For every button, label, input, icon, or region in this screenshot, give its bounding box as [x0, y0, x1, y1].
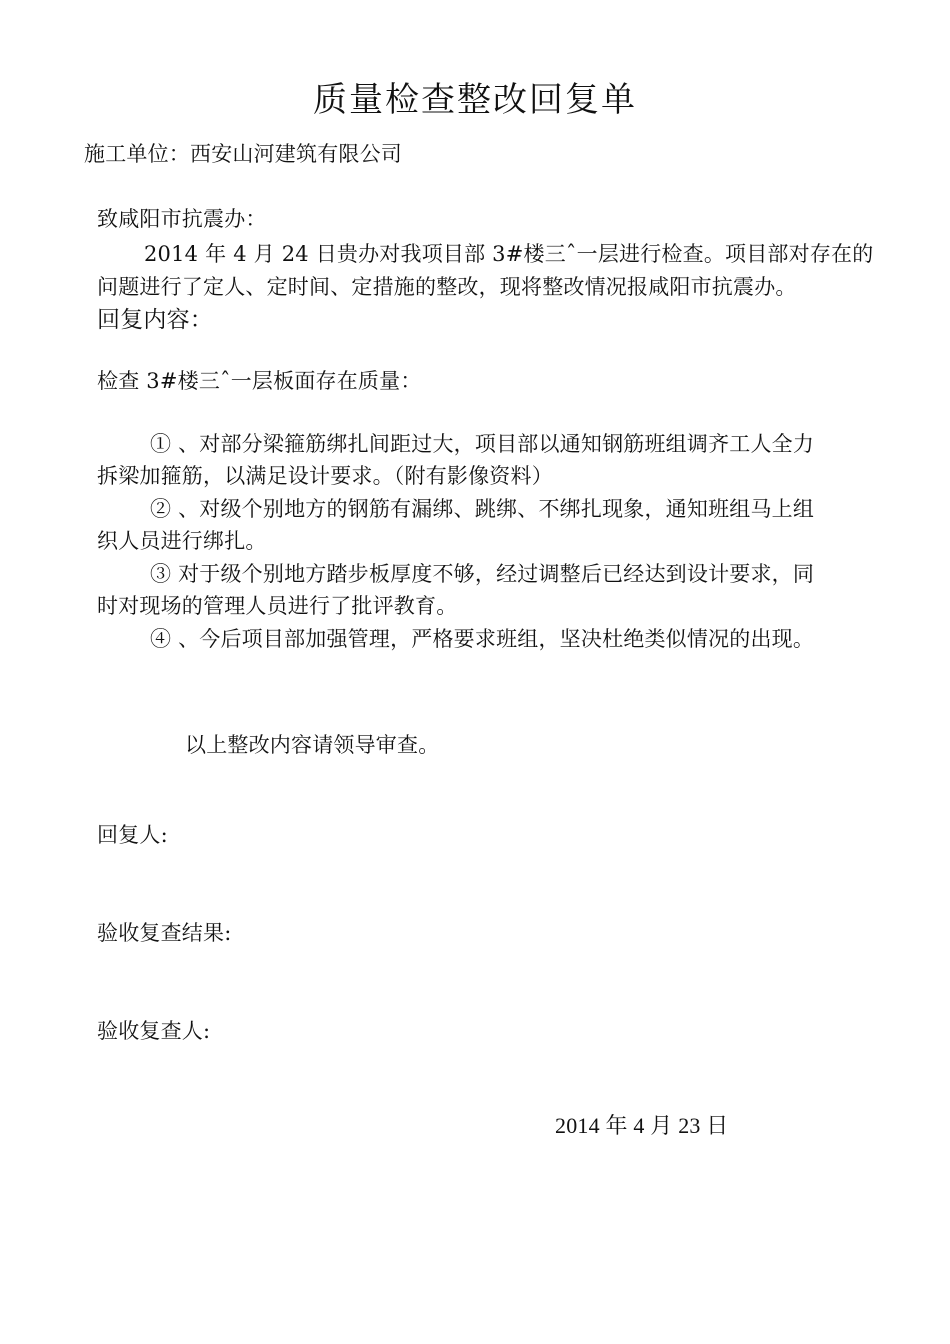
intro-line-1: 2014 年 4 月 24 日贵办对我项目部 3#楼三ˆ一层进行检查。项目部对存在的	[144, 242, 874, 266]
item-1-line-1: ① 、对部分梁箍筋绑扎间距过大，项目部以通知钢筋班组调齐工人全力	[150, 432, 815, 456]
inspection-result-label: 验收复查结果:	[97, 921, 232, 945]
check-heading: 检查 3#楼三ˆ一层板面存在质量：	[97, 369, 422, 393]
item-4-line-1: ④ 、今后项目部加强管理，严格要求班组，坚决杜绝类似情况的出现。	[150, 627, 815, 651]
item-3-line-1: ③ 对于级个别地方踏步板厚度不够，经过调整后已经达到设计要求，同	[150, 562, 815, 586]
document-title: 质量检查整改回复单	[313, 80, 637, 120]
addressee: 致咸阳市抗震办：	[97, 207, 267, 231]
item-2-line-1: ② 、对级个别地方的钢筋有漏绑、跳绑、不绑扎现象，通知班组马上组	[150, 497, 815, 521]
item-3-line-2: 时对现场的管理人员进行了批评教育。	[97, 594, 458, 618]
construction-unit: 施工单位：西安山河建筑有限公司	[84, 142, 402, 166]
document-date: 2014 年 4 月 23 日	[555, 1113, 729, 1138]
intro-line-2: 问题进行了定人、定时间、定措施的整改，现将整改情况报咸阳市抗震办。	[97, 275, 797, 299]
inspector-label: 验收复查人:	[97, 1019, 211, 1043]
closing-remark: 以上整改内容请领导审查。	[185, 733, 440, 757]
reply-heading: 回复内容：	[97, 307, 213, 333]
replier-label: 回复人:	[97, 823, 168, 847]
item-2-line-2: 织人员进行绑扎。	[97, 529, 267, 553]
item-1-line-2: 拆梁加箍筋，以满足设计要求。（附有影像资料）	[97, 464, 553, 488]
